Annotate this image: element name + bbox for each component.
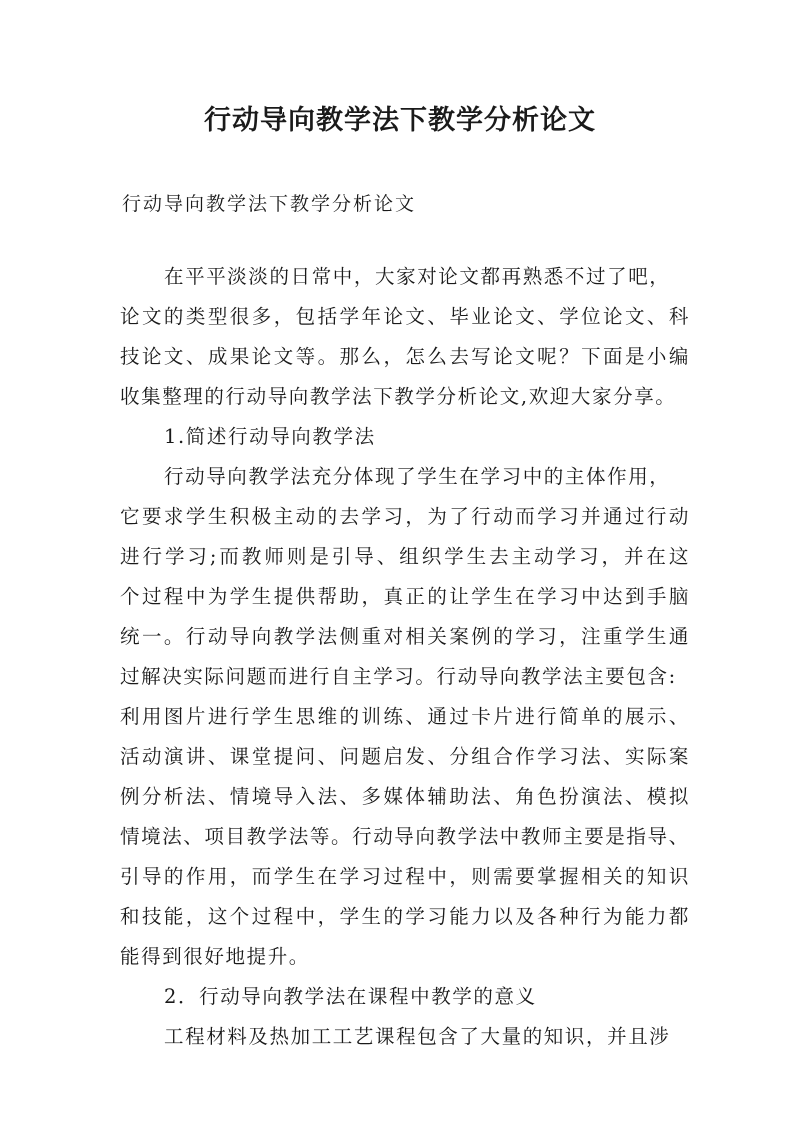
paragraph-line: 能得到很好地提升。	[120, 945, 310, 968]
paragraph-line: 论文的类型很多，包括学年论文、毕业论文、学位论文、科	[120, 305, 690, 328]
paragraph-line: 情境法、项目教学法等。行动导向教学法中教师主要是指导、	[120, 825, 690, 848]
paragraph-line: 过解决实际问题而进行自主学习。行动导向教学法主要包含:	[120, 665, 677, 688]
paragraph-line: 统一。行动导向教学法侧重对相关案例的学习，注重学生通	[120, 625, 690, 648]
paragraph-line: 工程材料及热加工工艺课程包含了大量的知识，并且涉	[164, 1025, 671, 1048]
paragraph-line: 进行学习;而教师则是引导、组织学生去主动学习，并在这	[120, 545, 690, 568]
paragraph-line: 行动导向教学法充分体现了学生在学习中的主体作用，	[164, 465, 671, 488]
document-subtitle: 行动导向教学法下教学分析论文	[122, 193, 417, 215]
paragraph-line: 利用图片进行学生思维的训练、通过卡片进行简单的展示、	[120, 705, 690, 728]
paragraph-line: 技论文、成果论文等。那么，怎么去写论文呢？下面是小编	[120, 345, 690, 368]
section-heading: 2．行动导向教学法在课程中教学的意义	[164, 985, 537, 1008]
paragraph-line: 和技能，这个过程中，学生的学习能力以及各种行为能力都	[120, 905, 690, 928]
paragraph-line: 在平平淡淡的日常中，大家对论文都再熟悉不过了吧，	[164, 265, 671, 288]
paragraph-line: 引导的作用，而学生在学习过程中，则需要掌握相关的知识	[120, 865, 690, 888]
document-title: 行动导向教学法下教学分析论文	[204, 105, 596, 136]
paragraph-line: 它要求学生积极主动的去学习，为了行动而学习并通过行动	[120, 505, 690, 528]
document-body	[120, 257, 690, 1057]
paragraph-line: 例分析法、情境导入法、多媒体辅助法、角色扮演法、模拟	[120, 785, 690, 808]
paragraph-line: 收集整理的行动导向教学法下教学分析论文,欢迎大家分享。	[120, 385, 677, 408]
section-heading: 1.简述行动导向教学法	[164, 425, 376, 448]
paragraph-line: 个过程中为学生提供帮助，真正的让学生在学习中达到手脑	[120, 585, 690, 608]
paragraph-line: 活动演讲、课堂提问、问题启发、分组合作学习法、实际案	[120, 745, 690, 768]
